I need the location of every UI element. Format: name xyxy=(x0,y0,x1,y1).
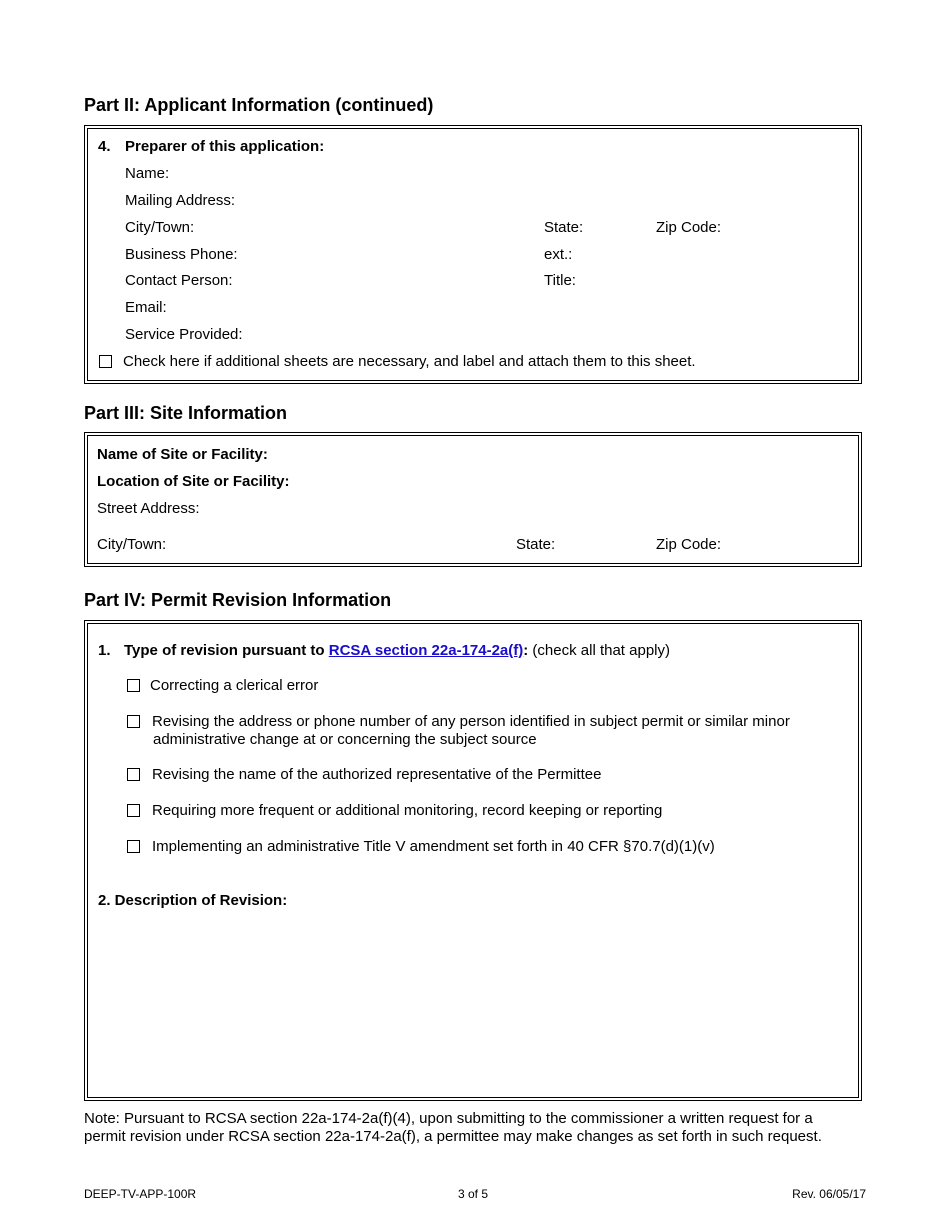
additional-sheets-checkbox[interactable] xyxy=(99,355,112,368)
part3-heading: Part III: Site Information xyxy=(84,403,288,423)
site-street-label: Street Address: xyxy=(97,500,200,517)
option-monitoring-label: Requiring more frequent or additional monitoring, record keeping or reporting xyxy=(152,802,663,819)
preparer-ext-label: ext.: xyxy=(544,246,573,263)
option-clerical-label: Correcting a clerical error xyxy=(150,677,319,694)
preparer-zip-label: Zip Code: xyxy=(656,219,722,236)
option-address-label-line2: administrative change at or concerning the subject source xyxy=(153,731,537,748)
q1-colon: : xyxy=(523,642,529,659)
preparer-service-label: Service Provided: xyxy=(125,326,243,343)
footer-form-id: DEEP-TV-APP-100R xyxy=(84,1187,197,1201)
option-titlev-checkbox[interactable] xyxy=(127,840,140,853)
q1-number: 1. xyxy=(98,642,111,659)
description-area[interactable] xyxy=(96,915,850,1090)
part2-heading: Part II: Applicant Information (continued) xyxy=(84,95,434,115)
option-clerical-checkbox[interactable] xyxy=(127,679,140,692)
description-label: 2. Description of Revision: xyxy=(98,892,288,909)
preparer-mailing-address-label: Mailing Address: xyxy=(125,192,236,209)
item4-number: 4. xyxy=(98,138,111,155)
part4-heading: Part IV: Permit Revision Information xyxy=(84,590,392,610)
preparer-city-label: City/Town: xyxy=(125,219,195,236)
option-representative-checkbox[interactable] xyxy=(127,768,140,781)
option-representative-label: Revising the name of the authorized representative of the Permittee xyxy=(152,766,602,783)
option-address-label: Revising the address or phone number of any person identified in subject permit or similar minor xyxy=(152,713,790,730)
q1-suffix: (check all that apply) xyxy=(528,642,670,659)
site-state-label: State: xyxy=(516,536,556,553)
preparer-name-label: Name: xyxy=(125,165,170,182)
option-monitoring-checkbox[interactable] xyxy=(127,804,140,817)
preparer-contact-label: Contact Person: xyxy=(125,272,233,289)
preparer-title-label: Title: xyxy=(544,272,576,289)
q1-text: Type of revision pursuant to xyxy=(124,642,325,659)
footer-revision: Rev. 06/05/17 xyxy=(792,1187,866,1201)
preparer-phone-label: Business Phone: xyxy=(125,246,238,263)
note-line2: permit revision under RCSA section 22a-174-2a(f), a permittee may make changes as set forth in such request. xyxy=(84,1128,822,1145)
site-name-label: Name of Site or Facility: xyxy=(97,446,268,463)
site-zip-label: Zip Code: xyxy=(656,536,722,553)
option-titlev-label: Implementing an administrative Title V amendment set forth in 40 CFR §70.7(d)(1)(v) xyxy=(152,838,715,855)
rcsa-section-link[interactable]: RCSA section 22a-174-2a(f) xyxy=(328,642,524,659)
note-line1: Note: Pursuant to RCSA section 22a-174-2a(f)(4), upon submitting to the commissioner a written request for a xyxy=(84,1110,813,1127)
footer-page-number: 3 of 5 xyxy=(458,1187,489,1201)
q1-line xyxy=(124,642,670,660)
site-location-label: Location of Site or Facility: xyxy=(97,473,290,490)
preparer-state-label: State: xyxy=(544,219,584,236)
site-city-label: City/Town: xyxy=(97,536,167,553)
item4-title: Preparer of this application: xyxy=(125,138,325,155)
additional-sheets-label: Check here if additional sheets are necessary, and label and attach them to this sheet. xyxy=(123,353,696,370)
option-address-checkbox[interactable] xyxy=(127,715,140,728)
preparer-email-label: Email: xyxy=(125,299,167,316)
